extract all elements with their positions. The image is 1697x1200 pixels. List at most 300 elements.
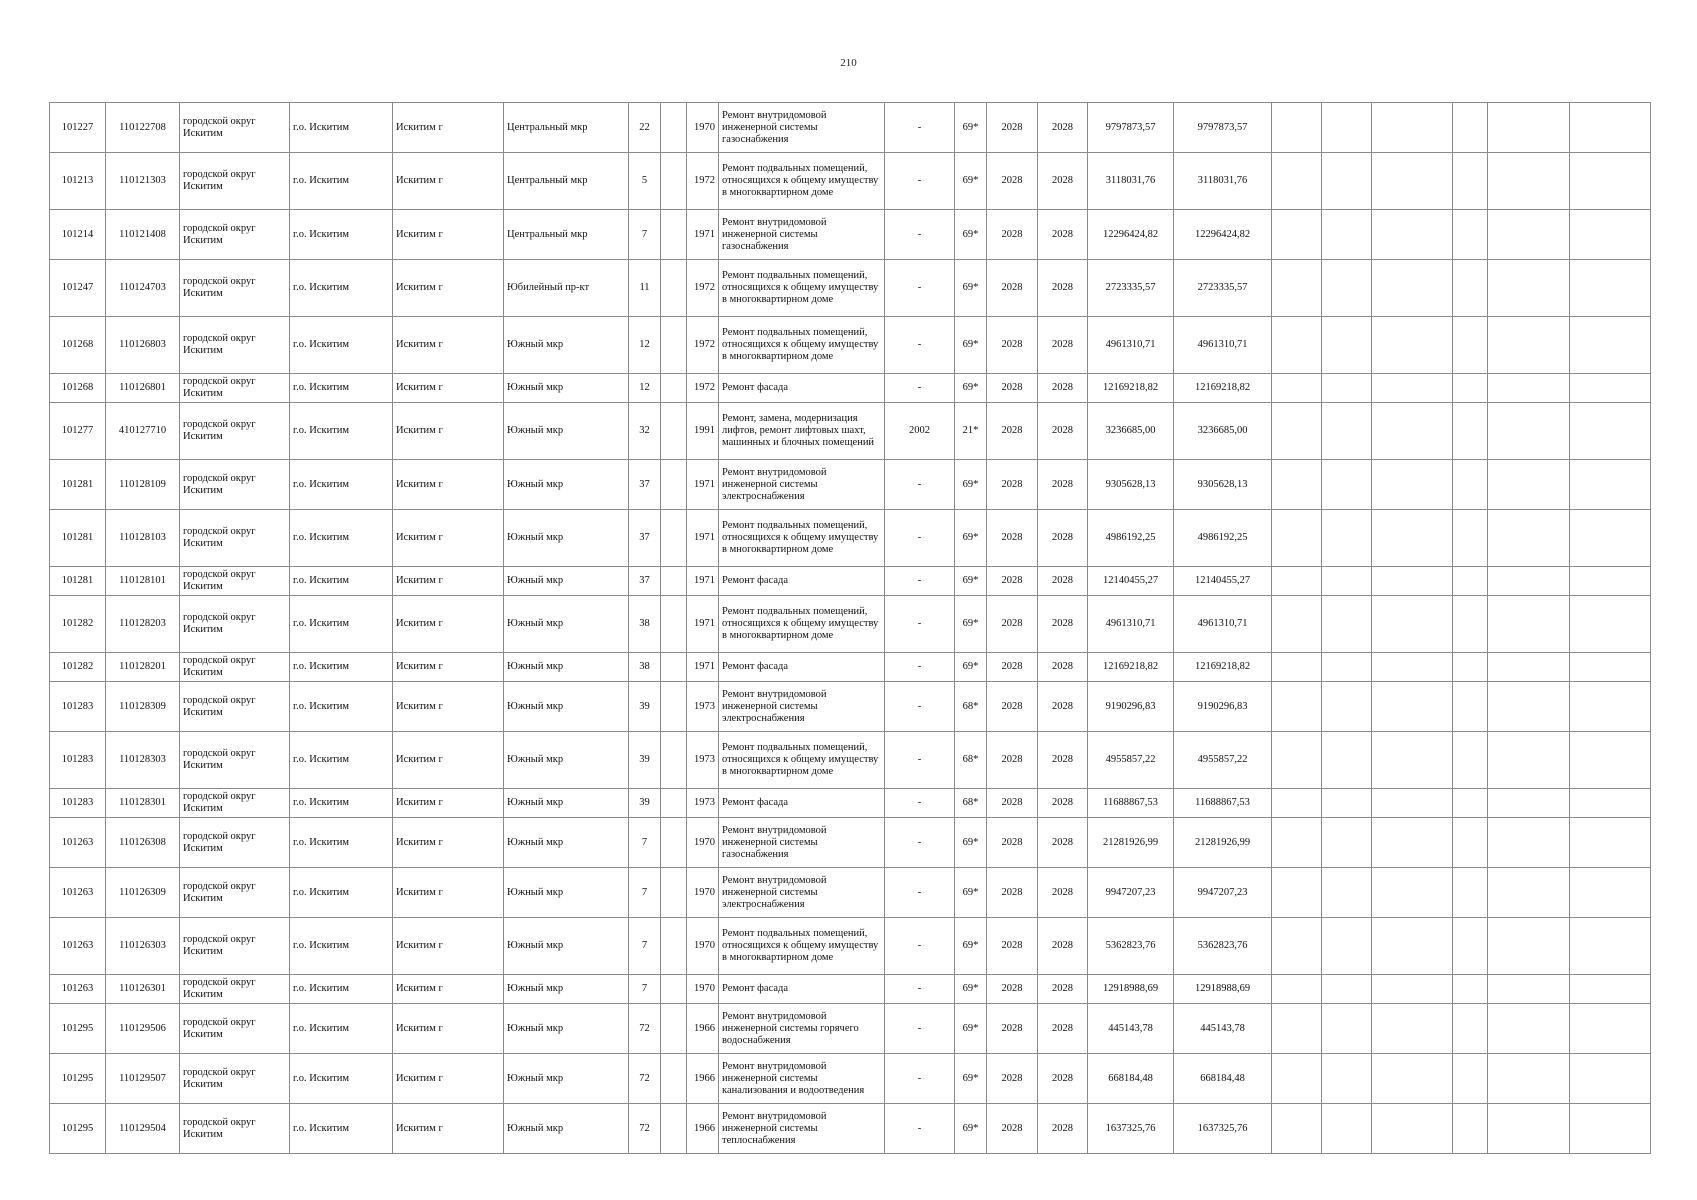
- municipality-cell: г.о. Искитим: [290, 918, 393, 975]
- municipality-cell: г.о. Искитим: [290, 567, 393, 596]
- empty-cell: [1570, 975, 1651, 1004]
- house-cell: 39: [629, 789, 661, 818]
- street-cell: Южный мкр: [504, 818, 629, 868]
- house-cell: 12: [629, 317, 661, 374]
- id-cell: 101283: [50, 732, 106, 789]
- building-cell: [661, 596, 687, 653]
- building-cell: [661, 153, 687, 210]
- id-cell: 101268: [50, 317, 106, 374]
- code-cell: 110128203: [106, 596, 180, 653]
- plan-end-year-cell: 2028: [1038, 317, 1088, 374]
- empty-cell: [1453, 403, 1488, 460]
- year-built-cell: 1972: [687, 374, 719, 403]
- work-type-cell: Ремонт подвальных помещений, относящихся к общему имуществу в многоквартирном доме: [719, 596, 885, 653]
- total-cost-cell: 9190296,83: [1088, 682, 1174, 732]
- empty-cell: [1488, 567, 1570, 596]
- fund-cost-cell: 4961310,71: [1174, 317, 1272, 374]
- empty-cell: [1453, 317, 1488, 374]
- last-repair-year-cell: -: [885, 653, 955, 682]
- district-cell: городской округ Искитим: [180, 918, 290, 975]
- empty-cell: [1488, 918, 1570, 975]
- total-cost-cell: 445143,78: [1088, 1004, 1174, 1054]
- district-cell: городской округ Искитим: [180, 1104, 290, 1154]
- year-built-cell: 1972: [687, 153, 719, 210]
- empty-cell: [1272, 1004, 1322, 1054]
- plan-start-year-cell: 2028: [987, 260, 1038, 317]
- empty-cell: [1272, 918, 1322, 975]
- city-cell: Искитим г: [393, 260, 504, 317]
- plan-end-year-cell: 2028: [1038, 868, 1088, 918]
- total-cost-cell: 1637325,76: [1088, 1104, 1174, 1154]
- house-cell: 12: [629, 374, 661, 403]
- empty-cell: [1272, 868, 1322, 918]
- house-cell: 39: [629, 732, 661, 789]
- building-cell: [661, 682, 687, 732]
- year-built-cell: 1991: [687, 403, 719, 460]
- total-cost-cell: 12918988,69: [1088, 975, 1174, 1004]
- district-cell: городской округ Искитим: [180, 210, 290, 260]
- city-cell: Искитим г: [393, 789, 504, 818]
- total-cost-cell: 5362823,76: [1088, 918, 1174, 975]
- year-built-cell: 1971: [687, 210, 719, 260]
- id-cell: 101295: [50, 1104, 106, 1154]
- empty-cell: [1453, 918, 1488, 975]
- total-cost-cell: 12169218,82: [1088, 653, 1174, 682]
- district-cell: городской округ Искитим: [180, 103, 290, 153]
- empty-cell: [1322, 153, 1372, 210]
- work-type-cell: Ремонт фасада: [719, 567, 885, 596]
- empty-cell: [1570, 818, 1651, 868]
- empty-cell: [1488, 1004, 1570, 1054]
- wear-cell: 21*: [955, 403, 987, 460]
- building-cell: [661, 403, 687, 460]
- municipality-cell: г.о. Искитим: [290, 1004, 393, 1054]
- district-cell: городской округ Искитим: [180, 460, 290, 510]
- work-type-cell: Ремонт подвальных помещений, относящихся к общему имуществу в многоквартирном доме: [719, 317, 885, 374]
- house-cell: 22: [629, 103, 661, 153]
- municipality-cell: г.о. Искитим: [290, 596, 393, 653]
- work-type-cell: Ремонт подвальных помещений, относящихся к общему имуществу в многоквартирном доме: [719, 732, 885, 789]
- work-type-cell: Ремонт внутридомовой инженерной системы электроснабжения: [719, 682, 885, 732]
- empty-cell: [1488, 596, 1570, 653]
- wear-cell: 69*: [955, 210, 987, 260]
- fund-cost-cell: 9797873,57: [1174, 103, 1272, 153]
- last-repair-year-cell: -: [885, 682, 955, 732]
- id-cell: 101277: [50, 403, 106, 460]
- total-cost-cell: 12296424,82: [1088, 210, 1174, 260]
- plan-start-year-cell: 2028: [987, 1104, 1038, 1154]
- plan-start-year-cell: 2028: [987, 653, 1038, 682]
- district-cell: городской округ Искитим: [180, 682, 290, 732]
- year-built-cell: 1971: [687, 567, 719, 596]
- code-cell: 110121408: [106, 210, 180, 260]
- municipality-cell: г.о. Искитим: [290, 975, 393, 1004]
- empty-cell: [1570, 317, 1651, 374]
- work-type-cell: Ремонт подвальных помещений, относящихся к общему имуществу в многоквартирном доме: [719, 153, 885, 210]
- wear-cell: 69*: [955, 918, 987, 975]
- table-row: [50, 789, 1651, 818]
- last-repair-year-cell: -: [885, 210, 955, 260]
- page-number: 210: [840, 57, 857, 69]
- wear-cell: 69*: [955, 868, 987, 918]
- empty-cell: [1453, 1104, 1488, 1154]
- street-cell: Южный мкр: [504, 1004, 629, 1054]
- plan-start-year-cell: 2028: [987, 403, 1038, 460]
- empty-cell: [1488, 789, 1570, 818]
- empty-cell: [1372, 567, 1453, 596]
- empty-cell: [1322, 653, 1372, 682]
- last-repair-year-cell: -: [885, 818, 955, 868]
- id-cell: 101268: [50, 374, 106, 403]
- code-cell: 110128109: [106, 460, 180, 510]
- plan-end-year-cell: 2028: [1038, 1004, 1088, 1054]
- house-cell: 7: [629, 210, 661, 260]
- id-cell: 101263: [50, 868, 106, 918]
- district-cell: городской округ Искитим: [180, 732, 290, 789]
- total-cost-cell: 9797873,57: [1088, 103, 1174, 153]
- plan-end-year-cell: 2028: [1038, 460, 1088, 510]
- city-cell: Искитим г: [393, 374, 504, 403]
- fund-cost-cell: 5362823,76: [1174, 918, 1272, 975]
- empty-cell: [1453, 210, 1488, 260]
- total-cost-cell: 11688867,53: [1088, 789, 1174, 818]
- plan-end-year-cell: 2028: [1038, 1104, 1088, 1154]
- year-built-cell: 1970: [687, 918, 719, 975]
- id-cell: 101281: [50, 510, 106, 567]
- house-cell: 7: [629, 868, 661, 918]
- empty-cell: [1570, 1054, 1651, 1104]
- empty-cell: [1570, 403, 1651, 460]
- year-built-cell: 1972: [687, 260, 719, 317]
- wear-cell: 69*: [955, 653, 987, 682]
- fund-cost-cell: 12918988,69: [1174, 975, 1272, 1004]
- empty-cell: [1488, 818, 1570, 868]
- empty-cell: [1488, 317, 1570, 374]
- wear-cell: 69*: [955, 460, 987, 510]
- plan-end-year-cell: 2028: [1038, 732, 1088, 789]
- empty-cell: [1453, 818, 1488, 868]
- plan-start-year-cell: 2028: [987, 510, 1038, 567]
- empty-cell: [1488, 510, 1570, 567]
- empty-cell: [1570, 260, 1651, 317]
- empty-cell: [1322, 918, 1372, 975]
- street-cell: Южный мкр: [504, 1104, 629, 1154]
- empty-cell: [1570, 567, 1651, 596]
- fund-cost-cell: 445143,78: [1174, 1004, 1272, 1054]
- fund-cost-cell: 9305628,13: [1174, 460, 1272, 510]
- house-cell: 5: [629, 153, 661, 210]
- wear-cell: 69*: [955, 103, 987, 153]
- work-type-cell: Ремонт подвальных помещений, относящихся к общему имуществу в многоквартирном доме: [719, 510, 885, 567]
- empty-cell: [1322, 103, 1372, 153]
- empty-cell: [1488, 653, 1570, 682]
- street-cell: Южный мкр: [504, 510, 629, 567]
- city-cell: Искитим г: [393, 460, 504, 510]
- empty-cell: [1453, 1054, 1488, 1104]
- work-type-cell: Ремонт внутридомовой инженерной системы газоснабжения: [719, 210, 885, 260]
- last-repair-year-cell: -: [885, 596, 955, 653]
- year-built-cell: 1971: [687, 460, 719, 510]
- street-cell: Центральный мкр: [504, 153, 629, 210]
- empty-cell: [1372, 153, 1453, 210]
- building-cell: [661, 975, 687, 1004]
- last-repair-year-cell: -: [885, 260, 955, 317]
- municipality-cell: г.о. Искитим: [290, 260, 393, 317]
- plan-start-year-cell: 2028: [987, 103, 1038, 153]
- empty-cell: [1488, 210, 1570, 260]
- empty-cell: [1372, 210, 1453, 260]
- empty-cell: [1453, 460, 1488, 510]
- id-cell: 101263: [50, 818, 106, 868]
- empty-cell: [1322, 868, 1372, 918]
- empty-cell: [1272, 317, 1322, 374]
- empty-cell: [1322, 510, 1372, 567]
- wear-cell: 69*: [955, 818, 987, 868]
- last-repair-year-cell: -: [885, 732, 955, 789]
- empty-cell: [1372, 260, 1453, 317]
- municipality-cell: г.о. Искитим: [290, 374, 393, 403]
- empty-cell: [1453, 153, 1488, 210]
- plan-start-year-cell: 2028: [987, 596, 1038, 653]
- empty-cell: [1453, 682, 1488, 732]
- plan-end-year-cell: 2028: [1038, 260, 1088, 317]
- district-cell: городской округ Искитим: [180, 260, 290, 317]
- empty-cell: [1488, 1054, 1570, 1104]
- empty-cell: [1372, 789, 1453, 818]
- empty-cell: [1272, 1104, 1322, 1154]
- fund-cost-cell: 2723335,57: [1174, 260, 1272, 317]
- total-cost-cell: 12140455,27: [1088, 567, 1174, 596]
- empty-cell: [1272, 460, 1322, 510]
- table-row: [50, 374, 1651, 403]
- code-cell: 110128103: [106, 510, 180, 567]
- fund-cost-cell: 12140455,27: [1174, 567, 1272, 596]
- empty-cell: [1272, 818, 1322, 868]
- building-cell: [661, 567, 687, 596]
- empty-cell: [1322, 682, 1372, 732]
- empty-cell: [1322, 317, 1372, 374]
- fund-cost-cell: 4961310,71: [1174, 596, 1272, 653]
- last-repair-year-cell: -: [885, 1104, 955, 1154]
- plan-start-year-cell: 2028: [987, 975, 1038, 1004]
- wear-cell: 68*: [955, 682, 987, 732]
- plan-end-year-cell: 2028: [1038, 374, 1088, 403]
- fund-cost-cell: 21281926,99: [1174, 818, 1272, 868]
- street-cell: Южный мкр: [504, 789, 629, 818]
- plan-end-year-cell: 2028: [1038, 103, 1088, 153]
- district-cell: городской округ Искитим: [180, 317, 290, 374]
- empty-cell: [1570, 460, 1651, 510]
- street-cell: Южный мкр: [504, 868, 629, 918]
- last-repair-year-cell: -: [885, 153, 955, 210]
- fund-cost-cell: 9947207,23: [1174, 868, 1272, 918]
- house-cell: 37: [629, 460, 661, 510]
- plan-start-year-cell: 2028: [987, 567, 1038, 596]
- total-cost-cell: 668184,48: [1088, 1054, 1174, 1104]
- empty-cell: [1570, 1104, 1651, 1154]
- house-cell: 39: [629, 682, 661, 732]
- empty-cell: [1453, 975, 1488, 1004]
- plan-start-year-cell: 2028: [987, 1054, 1038, 1104]
- street-cell: Южный мкр: [504, 918, 629, 975]
- empty-cell: [1570, 732, 1651, 789]
- house-cell: 72: [629, 1004, 661, 1054]
- municipality-cell: г.о. Искитим: [290, 153, 393, 210]
- empty-cell: [1488, 682, 1570, 732]
- year-built-cell: 1971: [687, 596, 719, 653]
- table-row: [50, 1054, 1651, 1104]
- empty-cell: [1372, 374, 1453, 403]
- code-cell: 110126309: [106, 868, 180, 918]
- year-built-cell: 1973: [687, 732, 719, 789]
- empty-cell: [1372, 818, 1453, 868]
- building-cell: [661, 732, 687, 789]
- wear-cell: 69*: [955, 596, 987, 653]
- empty-cell: [1322, 1054, 1372, 1104]
- year-built-cell: 1970: [687, 975, 719, 1004]
- empty-cell: [1322, 1004, 1372, 1054]
- municipality-cell: г.о. Искитим: [290, 1104, 393, 1154]
- empty-cell: [1322, 210, 1372, 260]
- table-row: [50, 403, 1651, 460]
- empty-cell: [1570, 103, 1651, 153]
- year-built-cell: 1966: [687, 1054, 719, 1104]
- table-row: [50, 818, 1651, 868]
- table-row: [50, 260, 1651, 317]
- code-cell: 110126303: [106, 918, 180, 975]
- empty-cell: [1272, 374, 1322, 403]
- id-cell: 101281: [50, 567, 106, 596]
- plan-start-year-cell: 2028: [987, 732, 1038, 789]
- street-cell: Южный мкр: [504, 374, 629, 403]
- empty-cell: [1570, 1004, 1651, 1054]
- plan-start-year-cell: 2028: [987, 374, 1038, 403]
- plan-start-year-cell: 2028: [987, 210, 1038, 260]
- empty-cell: [1322, 596, 1372, 653]
- empty-cell: [1570, 789, 1651, 818]
- empty-cell: [1488, 1104, 1570, 1154]
- id-cell: 101295: [50, 1004, 106, 1054]
- wear-cell: 69*: [955, 1004, 987, 1054]
- city-cell: Искитим г: [393, 567, 504, 596]
- street-cell: Южный мкр: [504, 403, 629, 460]
- last-repair-year-cell: -: [885, 789, 955, 818]
- plan-start-year-cell: 2028: [987, 682, 1038, 732]
- district-cell: городской округ Искитим: [180, 868, 290, 918]
- empty-cell: [1453, 868, 1488, 918]
- plan-end-year-cell: 2028: [1038, 818, 1088, 868]
- empty-cell: [1272, 732, 1322, 789]
- id-cell: 101282: [50, 596, 106, 653]
- city-cell: Искитим г: [393, 1104, 504, 1154]
- empty-cell: [1570, 153, 1651, 210]
- fund-cost-cell: 9190296,83: [1174, 682, 1272, 732]
- wear-cell: 69*: [955, 374, 987, 403]
- total-cost-cell: 4961310,71: [1088, 317, 1174, 374]
- empty-cell: [1570, 682, 1651, 732]
- empty-cell: [1372, 103, 1453, 153]
- district-cell: городской округ Искитим: [180, 1054, 290, 1104]
- empty-cell: [1372, 732, 1453, 789]
- house-cell: 11: [629, 260, 661, 317]
- municipality-cell: г.о. Искитим: [290, 868, 393, 918]
- empty-cell: [1322, 374, 1372, 403]
- empty-cell: [1272, 567, 1322, 596]
- fund-cost-cell: 4955857,22: [1174, 732, 1272, 789]
- empty-cell: [1272, 510, 1322, 567]
- municipality-cell: г.о. Искитим: [290, 403, 393, 460]
- street-cell: Южный мкр: [504, 317, 629, 374]
- building-cell: [661, 1054, 687, 1104]
- id-cell: 101283: [50, 789, 106, 818]
- work-type-cell: Ремонт внутридомовой инженерной системы газоснабжения: [719, 818, 885, 868]
- code-cell: 110128201: [106, 653, 180, 682]
- code-cell: 110121303: [106, 153, 180, 210]
- building-cell: [661, 210, 687, 260]
- empty-cell: [1488, 732, 1570, 789]
- fund-cost-cell: 668184,48: [1174, 1054, 1272, 1104]
- work-type-cell: Ремонт фасада: [719, 374, 885, 403]
- empty-cell: [1453, 260, 1488, 317]
- empty-cell: [1272, 653, 1322, 682]
- id-cell: 101263: [50, 918, 106, 975]
- empty-cell: [1322, 1104, 1372, 1154]
- table-row: [50, 1004, 1651, 1054]
- table-row: [50, 567, 1651, 596]
- empty-cell: [1272, 153, 1322, 210]
- building-cell: [661, 918, 687, 975]
- empty-cell: [1322, 732, 1372, 789]
- municipality-cell: г.о. Искитим: [290, 653, 393, 682]
- building-cell: [661, 653, 687, 682]
- building-cell: [661, 510, 687, 567]
- city-cell: Искитим г: [393, 918, 504, 975]
- empty-cell: [1453, 510, 1488, 567]
- building-cell: [661, 1004, 687, 1054]
- empty-cell: [1453, 1004, 1488, 1054]
- city-cell: Искитим г: [393, 868, 504, 918]
- empty-cell: [1272, 403, 1322, 460]
- city-cell: Искитим г: [393, 103, 504, 153]
- fund-cost-cell: 3118031,76: [1174, 153, 1272, 210]
- id-cell: 101247: [50, 260, 106, 317]
- last-repair-year-cell: 2002: [885, 403, 955, 460]
- empty-cell: [1570, 596, 1651, 653]
- empty-cell: [1488, 103, 1570, 153]
- code-cell: 110128101: [106, 567, 180, 596]
- empty-cell: [1570, 868, 1651, 918]
- total-cost-cell: 9947207,23: [1088, 868, 1174, 918]
- city-cell: Искитим г: [393, 818, 504, 868]
- empty-cell: [1570, 653, 1651, 682]
- building-cell: [661, 868, 687, 918]
- work-type-cell: Ремонт фасада: [719, 975, 885, 1004]
- city-cell: Искитим г: [393, 1054, 504, 1104]
- wear-cell: 69*: [955, 1054, 987, 1104]
- last-repair-year-cell: -: [885, 868, 955, 918]
- fund-cost-cell: 1637325,76: [1174, 1104, 1272, 1154]
- year-built-cell: 1973: [687, 789, 719, 818]
- empty-cell: [1322, 403, 1372, 460]
- empty-cell: [1453, 596, 1488, 653]
- empty-cell: [1372, 1054, 1453, 1104]
- street-cell: Юбилейный пр-кт: [504, 260, 629, 317]
- district-cell: городской округ Искитим: [180, 975, 290, 1004]
- work-type-cell: Ремонт внутридомовой инженерной системы электроснабжения: [719, 460, 885, 510]
- empty-cell: [1272, 975, 1322, 1004]
- building-cell: [661, 260, 687, 317]
- street-cell: Южный мкр: [504, 1054, 629, 1104]
